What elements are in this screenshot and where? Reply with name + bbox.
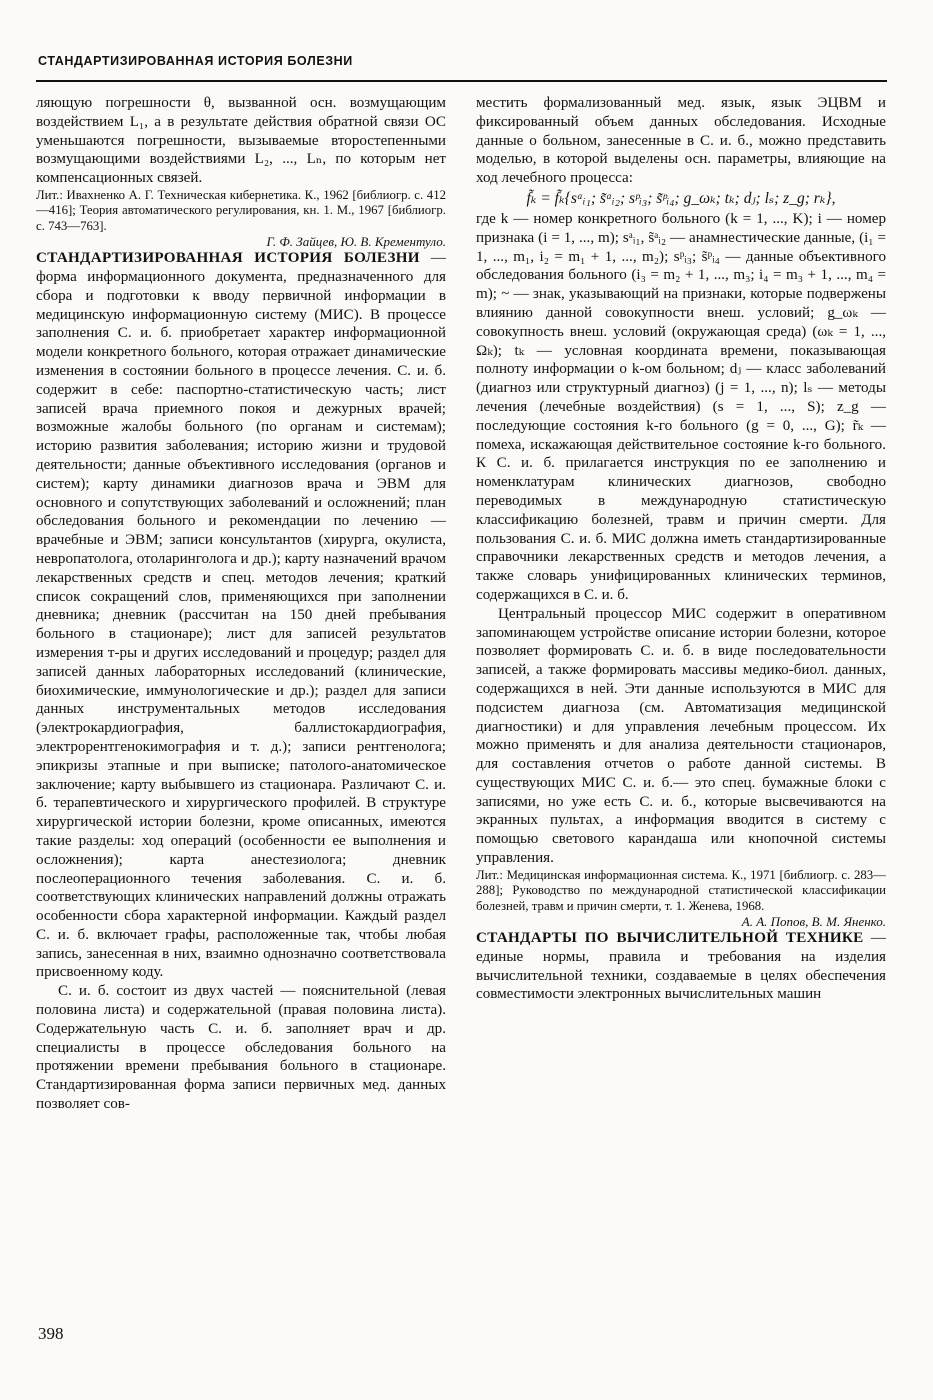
bibliography-2: Лит.: Медицинская информационная система. К., 1971 [библиогр. с. 283—288]; Руководство по международной статистической классификации болезней, травм и причин смерти, т. 1. Женева, 1968. bbox=[476, 867, 886, 913]
authors-2: А. А. Попов, В. М. Яненко. bbox=[741, 914, 886, 930]
bibliography-1: Лит.: Ивахненко А. Г. Техническая кибернетика. К., 1962 [библиогр. с. 412—416]; Теория автоматического регулирования, кн. 1. М., 1967 [библиогр. с. 743—763]. bbox=[36, 187, 446, 233]
entry-title-2: СТАНДАРТЫ ПО ВЫЧИСЛИТЕЛЬНОЙ ТЕХНИКЕ bbox=[476, 930, 864, 947]
continuation-paragraph: ляющую погрешности θ, вызванной осн. возмущающим воздействием L₁, а в результате действия обратной связи ОС уменьшаются погрешности, вызываемые второстепенными возмущающими воздействиями L₂, ..., Lₙ, по которым нет компенсационных связей. bbox=[36, 95, 446, 187]
entry-computing-standards bbox=[476, 929, 886, 1004]
entry-body-1: — форма информационного документа, предназначенного для сбора и подготовки к вводу первичной информации в медицинскую информационную систему (МИС). В процессе заполнения С. и. б. приобретает характер информационной модели конкретного больного, которая отражает динамические изменения в состоянии больного в процессе лечения. С. и. б. содержит в себе: паспортно-статистическую часть; лист записей врача приемного покоя и дежурных врачей; возможные жалобы больного (по органам и системам); историю развития заболевания; историю жизни и трудовой деятельности; данные объективного исследования (органов и систем); карту динамики диагнозов врача и ЭВМ для основного и сопутствующих заболеваний и осложнений; план обследования больного и рекомендации по лечению — врачебные и ЭВМ; записи консультантов (хирурга, окулиста, невропатолога, отоларинголога и др.); карту назначений врачом лекарственных средств и спец. методов лечения; краткий список сокращений слов, применяющихся при заполнении дневника; дневник (рассчитан на 150 дней пребывания больного в стационаре); лист для записей результатов измерения т-ры и других исследований и процедур; раздел для записей данных лабораторных исследований (клинические, биохимические, иммунологические и др.); раздел для записи данных инструментальных методов исследования (электрокардиография, баллистокардиография, электрорентгенокимография и т. д.); записи рентгенолога; эпикризы этапные и при выписке; патолого-анатомическое заключение; карту выбывшего из стационара. Различают С. и. б. терапевтического и хирургического профилей. В структуре хирургической истории болезни, кроме описанных, имеются такие разделы: ход операций (особенности ее выполнения и осложнения); карта анестезиолога; дневник послеоперационного течения заболевания. С. и. б. соответствующих клинических направлений должны отражать особенности сбора характерной информации. Каждый раздел С. и. б. включает графы, расположенные так, чтобы любая запись, занесенная в них, взаимно однозначно соответствовала присвоенному коду. bbox=[36, 250, 446, 981]
paragraph-3: Центральный процессор МИС содержит в оперативном запоминающем устройстве описание истории болезни, которое позволяет формировать С. и. б. в виде последовательности записей, а также формировать массивы медико-биол. данных, содержащихся в ней. Эти данные используются в МИС для подсистем диагноза (см. Автоматизация медицинской диагностики) и для управления лечебным процессом. Их можно применять и для анализа деятельности стационаров, для составления отчетов о работе данной системы. В существующих МИС С. и. б.— это спец. бумажные блоки с записями, но уже есть С. и. б., которые высвечиваются на экранных пультах, а информация вводится в систему с помощью светового карандаша или кнопочной системы управления. bbox=[476, 605, 886, 867]
right-column bbox=[476, 94, 886, 1326]
paragraph-2: где k — номер конкретного больного (k = 1, ..., K); i — номер признака (i = 1, ..., m); sᵃᵢ₁, s̃ᵃᵢ₂ — анамнестические данные, (i₁ = 1, ..., m₁, i₂ = m₁ + 1, ..., m₂); sᵖᵢ₃; s̃ᵖᵢ₄ — данные объективного обследования больного (i₃ = m₂ + 1, ..., m₃; i₄ = m₃ + 1, ..., m₄ = m); ~ — знак, указывающий на признаки, которые подвержены влиянию данной совокупности внеш. условий; g_ωₖ — совокупность внеш. условий (окружающая среда) (ωₖ = 1, ..., Ωₖ); tₖ — условная координата времени, показывающая полноту информации о k-ом больном; dⱼ — класс заболеваний (диагноз или структурный диагноз) (j = 1, ..., n); lₛ — методы лечения (лечебные воздействия) (s = 1, ..., S); z_g — последующие состояния k-го больного (g = 0, ..., G); r̃ₖ — помеха, искажающая действительное состояние k-го больного. К С. и. б. прилагается инструкция по ее заполнению и номенклатурам клинических диагнозов, свободно переводимых в международную статистическую классификацию болезней, травм и причин смерти. Для пользования С. и. б. МИС должна иметь стандартизированные справочники лекарственных средств и методов лечения, а также словарь унифицированных клинических терминов, содержащихся в С. и. б. bbox=[476, 210, 886, 603]
paragraph-1: местить формализованный мед. язык, язык ЭЦВМ и фиксированный объем данных обследования. Исходные данные о больном, занесенные в С. и. б., можно представить моделью, в которой выделены осн. параметры, влияющие на ход лечебного процесса: bbox=[476, 95, 886, 187]
left-column bbox=[36, 94, 446, 1326]
header-rule bbox=[36, 80, 887, 82]
entry-standardized-history bbox=[36, 249, 446, 982]
entry-title: СТАНДАРТИЗИРОВАННАЯ ИСТОРИЯ БОЛЕЗНИ bbox=[36, 250, 420, 267]
entry-body-2: С. и. б. состоит из двух частей — пояснительной (левая половина листа) и содержательной (правая половина листа). Содержательную часть С. и. б. заполняет врач и др. специалисты в процессе обследования больного на протяжении времени пребывания больного в стационаре. Стандартизированная форма записи первичных мед. данных позволяет сов- bbox=[36, 983, 446, 1113]
model-formula: f̃ₖ = f̃ₖ{sᵃᵢ₁; s̃ᵃᵢ₂; sᵖᵢ₃; s̃ᵖᵢ₄; g_ωₖ; tₖ; dⱼ; lₛ; z_g; rₖ}, bbox=[526, 189, 836, 207]
entry-body-3: — единые нормы, правила и требования на изделия вычислительной техники, создаваемые в целях обеспечения совместимости электронных вычислительных машин bbox=[476, 930, 886, 1003]
page-number: 398 bbox=[38, 1324, 64, 1343]
authors-1: Г. Ф. Зайцев, Ю. В. Крементуло. bbox=[266, 234, 446, 250]
running-header: СТАНДАРТИЗИРОВАННАЯ ИСТОРИЯ БОЛЕЗНИ bbox=[38, 54, 353, 68]
